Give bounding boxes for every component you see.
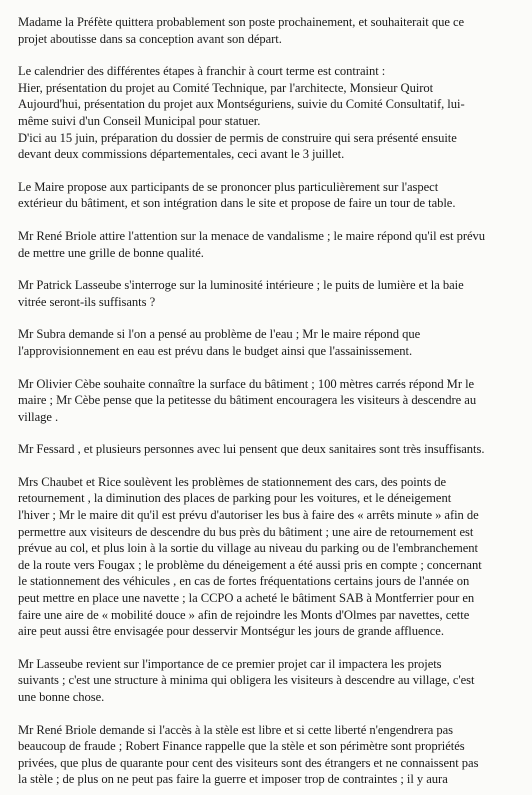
text-line: privées, que plus de quarante pour cent des visiteurs sont des étrangers et ne connaissent pas bbox=[18, 755, 479, 770]
paragraph-subra-eau bbox=[18, 326, 516, 359]
text-line: retournement , la diminution des places de parking pour les voitures, et le déneigement bbox=[18, 491, 452, 506]
text-line: Mrs Chaubet et Rice soulèvent les problèmes de stationnement des cars, des points de bbox=[18, 474, 447, 489]
text-line: le stationnement des véhicules , en cas de fortes fréquentations certains jours de l'année on bbox=[18, 574, 470, 589]
text-line: la stèle ; de plus on ne peut pas faire la guerre et imposer trop de contraintes ; il y aura bbox=[18, 772, 448, 787]
paragraph-briole-vandalisme bbox=[18, 228, 516, 261]
text-line: peut mettre en place une navette ; la CCPO a acheté le bâtiment SAB à Montferrier pour en bbox=[18, 591, 475, 606]
text-line: aire peut aussi être envisagée pour desservir Montségur les jours de grande affluence. bbox=[18, 624, 444, 639]
paragraph-cebe-surface bbox=[18, 376, 516, 426]
paragraph-lasseube-luminosite bbox=[18, 277, 516, 310]
text-line: Mr Fessard , et plusieurs personnes avec lui pensent que deux sanitaires sont très insuffisants. bbox=[18, 442, 485, 457]
paragraph-lasseube-premier-projet bbox=[18, 656, 516, 706]
text-line: suivants ; c'est une structure à minima qui obligera les visiteurs à descendre au village, c'est bbox=[18, 673, 475, 688]
text-line: devant deux commissions départementales, ceci avant le 3 juillet. bbox=[18, 147, 345, 162]
text-line: Mr Lasseube revient sur l'importance de ce premier projet car il impactera les projets bbox=[18, 656, 442, 671]
text-line: l'hiver ; Mr le maire dit qu'il est prévu d'autoriser les bus à faire des « arrêts minute » afin de bbox=[18, 508, 479, 523]
text-line: D'ici au 15 juin, préparation du dossier de permis de construire qui sera présenté ensuite bbox=[18, 130, 457, 145]
text-line: Aujourd'hui, présentation du projet aux Montséguriens, suivie du Comité Consultatif, lui- bbox=[18, 97, 465, 112]
paragraph-chaubet-rice-stationnement bbox=[18, 474, 516, 640]
text-line: une bonne chose. bbox=[18, 690, 105, 704]
text-line: Madame la Préfète quittera probablement son poste prochainement, et souhaiterait que ce bbox=[18, 15, 465, 29]
paragraph-calendrier bbox=[18, 63, 516, 163]
text-line: village . bbox=[18, 409, 59, 424]
text-line: Mr Olivier Cèbe souhaite connaître la surface du bâtiment ; 100 mètres carrés répond Mr le bbox=[18, 376, 475, 391]
text-line: même suivi d'un Conseil Municipal pour statuer. bbox=[18, 113, 261, 128]
paragraph-prefete bbox=[18, 14, 516, 47]
text-line: prévue au col, et plus loin à la sortie du village au niveau du parking ou de l'embranchement bbox=[18, 541, 478, 556]
text-line: Le Maire propose aux participants de se prononcer plus particulièrement sur l'aspect bbox=[18, 179, 439, 194]
text-line: de la route vers Fougax ; le problème du déneigement a été aussi pris en compte ; concernant bbox=[18, 557, 482, 572]
paragraph-briole-stele bbox=[18, 722, 516, 788]
text-line: Mr Patrick Lasseube s'interroge sur la luminosité intérieure ; le puits de lumière et la baie bbox=[18, 278, 464, 293]
text-line: Mr René Briole demande si l'accès à la stèle est libre et si cette liberté n'engendrera pas bbox=[18, 722, 453, 737]
text-line: vitrée seront-ils suffisants ? bbox=[18, 294, 156, 309]
text-line: Le calendrier des différentes étapes à franchir à court terme est contraint : bbox=[18, 64, 386, 79]
text-line: Hier, présentation du projet au Comité Technique, par l'architecte, Monsieur Quirot bbox=[18, 80, 434, 95]
text-line: Mr René Briole attire l'attention sur la menace de vandalisme ; le maire répond qu'il est prévu bbox=[18, 228, 486, 243]
paragraph-fessard-sanitaires bbox=[18, 441, 516, 458]
text-line: projet aboutisse dans sa conception avant son départ. bbox=[18, 31, 282, 46]
paragraph-maire-propose bbox=[18, 179, 516, 212]
text-line: beaucoup de fraude ; Robert Finance rappelle que la stèle et son périmètre sont propriétés bbox=[18, 739, 465, 754]
text-line: de mettre une grille de bonne qualité. bbox=[18, 245, 204, 260]
text-line: l'approvisionnement en eau est prévu dans le budget ainsi que l'assainissement. bbox=[18, 343, 413, 358]
text-line: maire ; Mr Cèbe pense que la petitesse du bâtiment encouragera les visiteurs à descendre au bbox=[18, 393, 477, 408]
text-line: extérieur du bâtiment, et son intégration dans le site et propose de faire un tour de table. bbox=[18, 196, 456, 211]
text-line: permettre aux visiteurs de descendre du bus près du bâtiment ; une aire de retournement est bbox=[18, 524, 474, 539]
text-line: Mr Subra demande si l'on a pensé au problème de l'eau ; Mr le maire répond que bbox=[18, 327, 421, 342]
text-line: faire une aire de « mobilité douce » afin de rejoindre les Monts d'Olmes par navettes, cette bbox=[18, 607, 470, 622]
